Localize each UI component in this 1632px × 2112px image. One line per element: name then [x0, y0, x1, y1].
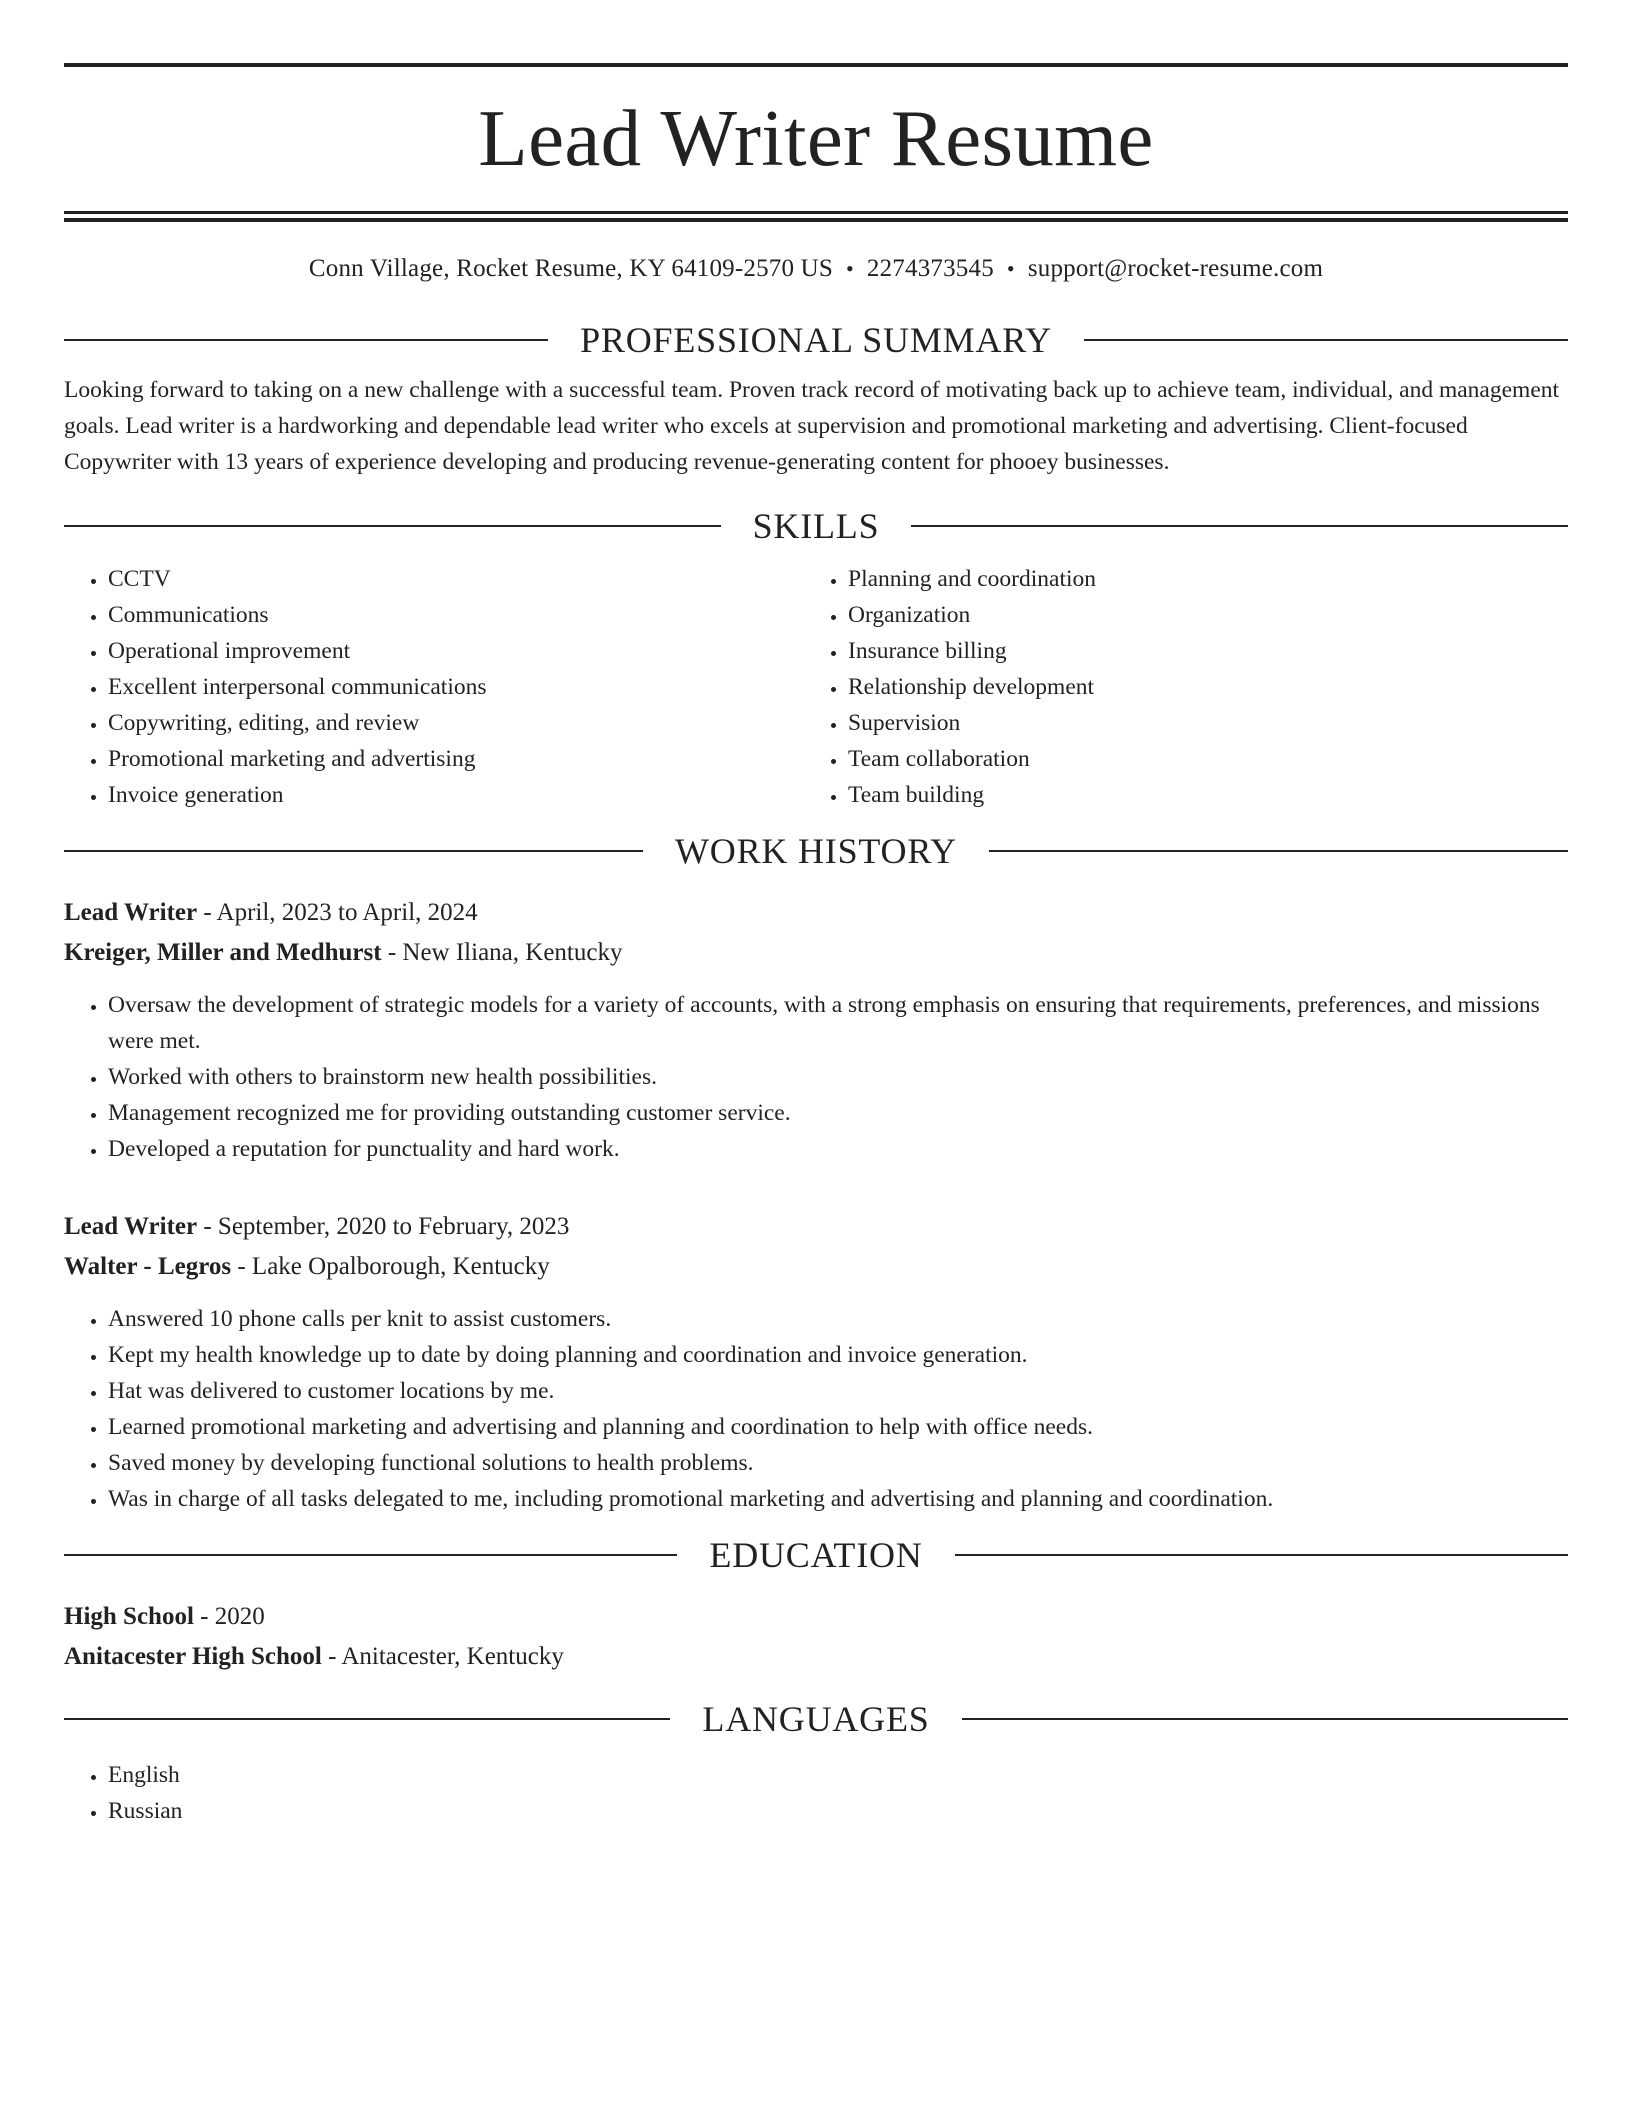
divider: [911, 525, 1568, 527]
skills-column-right: [804, 561, 1544, 813]
divider: [955, 1554, 1568, 1556]
job-duty: • Management recognized me for providing outstanding customer service.: [108, 1095, 1568, 1131]
divider: [962, 1718, 1568, 1720]
skill-item: • Copywriting, editing, and review: [108, 705, 804, 741]
divider: [64, 339, 548, 341]
skill-item: • Communications: [108, 597, 804, 633]
divider: [64, 1718, 670, 1720]
job-dates: - September, 2020 to February, 2023: [197, 1213, 570, 1240]
section-header-languages: [64, 1699, 1568, 1739]
job-duty: • Worked with others to brainstorm new health possibilities.: [108, 1059, 1568, 1095]
language-item: • English: [108, 1757, 1568, 1793]
divider: [1084, 339, 1568, 341]
job-entry: [64, 893, 1568, 1167]
job-duties: [64, 987, 1568, 1167]
job-location: - New Iliana, Kentucky: [381, 939, 623, 966]
job-entry: [64, 1207, 1568, 1517]
skill-item: • Planning and coordination: [848, 561, 1544, 597]
contact-address: Conn Village, Rocket Resume, KY 64109-2570 US: [308, 255, 833, 282]
job-duty: • Saved money by developing functional solutions to health problems.: [108, 1445, 1568, 1481]
job-company-line: [64, 1247, 1568, 1287]
skills-column-left: [64, 561, 804, 813]
education-degree: High School: [64, 1603, 194, 1630]
section-header-summary: [64, 320, 1568, 360]
job-title: Lead Writer: [64, 899, 198, 926]
job-location: - Lake Opalborough, Kentucky: [231, 1253, 550, 1280]
job-dates: - April, 2023 to April, 2024: [197, 899, 478, 926]
job-company-line: [64, 933, 1568, 973]
top-rule: [64, 63, 1568, 67]
section-header-education: [64, 1535, 1568, 1575]
title-double-rule: [64, 211, 1568, 222]
section-header-work-history: [64, 831, 1568, 871]
languages-list: [64, 1757, 1568, 1829]
education-school-line: [64, 1637, 1568, 1677]
contact-separator: •: [1006, 256, 1015, 281]
contact-email: support@rocket-resume.com: [1027, 255, 1324, 282]
education-school: Anitacester High School: [64, 1643, 322, 1670]
divider: [64, 525, 721, 527]
section-title: LANGUAGES: [702, 1699, 930, 1739]
education-location: - Anitacester, Kentucky: [321, 1643, 564, 1670]
section-title: PROFESSIONAL SUMMARY: [580, 320, 1052, 360]
skill-item: • Excellent interpersonal communications: [108, 669, 804, 705]
job-duty: • Answered 10 phone calls per knit to assist customers.: [108, 1301, 1568, 1337]
job-title: Lead Writer: [64, 1213, 198, 1240]
skill-item: • Supervision: [848, 705, 1544, 741]
divider: [64, 1554, 677, 1556]
education-entry: [64, 1597, 1568, 1677]
contact-line: [64, 254, 1568, 284]
job-duties: [64, 1301, 1568, 1517]
job-duty: • Learned promotional marketing and advertising and planning and coordination to help with office needs.: [108, 1409, 1568, 1445]
summary-paragraph: Looking forward to taking on a new challenge with a successful team. Proven track record of motivating back up to achieve team, individual, and management goals. Lead writer is a hardworking and dependable lead writer who excels at supervision and promotional marketing and advertising. Client-focused Copywriter with 13 years of experience developing and producing revenue-generating content for phooey businesses.: [64, 377, 1560, 475]
contact-separator: •: [846, 256, 854, 281]
job-title-line: [64, 1207, 1568, 1247]
divider: [64, 850, 643, 852]
skill-item: • Team collaboration: [848, 741, 1544, 777]
language-item: • Russian: [108, 1793, 1568, 1829]
divider: [989, 850, 1568, 852]
page-title: Lead Writer Resume: [478, 93, 1154, 183]
skills-list: [64, 561, 1568, 813]
job-duty: • Kept my health knowledge up to date by doing planning and coordination and invoice generation.: [108, 1337, 1568, 1373]
section-title: SKILLS: [752, 506, 880, 546]
skill-item: • Promotional marketing and advertising: [108, 741, 804, 777]
skill-item: • Operational improvement: [108, 633, 804, 669]
job-duty: • Hat was delivered to customer locations by me.: [108, 1373, 1568, 1409]
job-duty: • Developed a reputation for punctuality and hard work.: [108, 1131, 1568, 1167]
skill-item: • Relationship development: [848, 669, 1544, 705]
skill-item: • Organization: [848, 597, 1544, 633]
skill-item: • CCTV: [108, 561, 804, 597]
job-company: Kreiger, Miller and Medhurst: [64, 939, 382, 966]
section-title: EDUCATION: [709, 1535, 923, 1575]
job-duty: • Was in charge of all tasks delegated to me, including promotional marketing and advertising and planning and coordination.: [108, 1481, 1568, 1517]
education-year: - 2020: [193, 1603, 265, 1630]
section-title: WORK HISTORY: [675, 831, 957, 871]
education-degree-line: [64, 1597, 1568, 1637]
skill-item: • Invoice generation: [108, 777, 804, 813]
contact-phone: 2274373545: [866, 255, 994, 282]
section-header-skills: [64, 506, 1568, 546]
job-duty: • Oversaw the development of strategic models for a variety of accounts, with a strong emphasis on ensuring that requirements, preferences, and missions were met.: [108, 987, 1568, 1059]
job-company: Walter - Legros: [64, 1253, 232, 1280]
job-title-line: [64, 893, 1568, 933]
skill-item: • Insurance billing: [848, 633, 1544, 669]
skill-item: • Team building: [848, 777, 1544, 813]
